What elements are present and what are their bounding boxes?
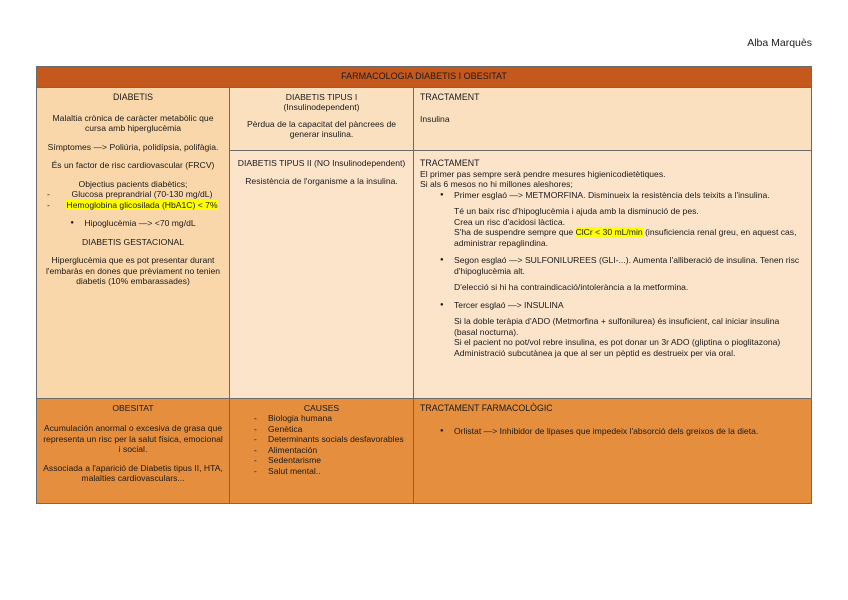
causes-list (236, 413, 407, 476)
cause-item: - Alimentación (250, 445, 407, 455)
type2-intro2: Si als 6 mesos no hi millones aleshores; (420, 179, 573, 190)
type1-title: DIABETIS TIPUS I (285, 92, 358, 102)
step2-note: D'elecció si hi ha contraindicació/intolerància a la metformina. (454, 282, 689, 293)
cause-item: - Determinants socials desfavorables (250, 434, 407, 444)
obesitat-definition: Acumulación anormal o excesiva de grasa que representa un risc per la salut física, emocional i social. (43, 423, 223, 455)
step3-note3: Administració subcutànea ja que al ser un pèptid es destrueix per via oral. (454, 347, 736, 358)
type1-subtitle: (Insulinodependent) (283, 102, 360, 113)
step3-note2: Si el pacient no pot/vol rebre insulina, es pot donar un 3r ADO (gliptina o pioglitazona) (454, 337, 781, 348)
type2-treatment-title: TRACTAMENT (420, 158, 480, 168)
type1-treatment-title: TRACTAMENT (420, 92, 480, 102)
step3-item: ● Tercer esglaó —> INSULINA (420, 300, 805, 310)
step3-note1: Si la doble teràpia d'ADO (Metmorfina + sulfonilurea) és insuficient, cal iniciar insulina (basal nocturna). (454, 316, 780, 337)
objectives-list (43, 189, 223, 210)
type2-title: DIABETIS TIPUS II (NO Insulinodependent) (237, 158, 406, 168)
obesity-treatment-title: TRACTAMENT FARMACOLÒGIC (420, 403, 553, 413)
gestational-text: Hiperglucèmia que es pot presentar durant l'embaràs en dones que prèviament no tenien diabetis (10% embarassades) (45, 255, 221, 287)
orlistat-item: ● Orlistat —> Inhibidor de lipases que impedeix l'absorció dels greixos de la dieta. (420, 426, 805, 436)
type2-description: Resistència de l'organisme a la insulina. (245, 176, 398, 187)
cause-item: - Biologia humana (250, 413, 407, 423)
table-header: FARMACOLOGIA DIABETIS I OBESITAT (37, 67, 812, 88)
type2-intro1: El primer pas sempre serà pendre mesures higienicodietètiques. (420, 168, 666, 179)
cause-item: - Salut mental.. (250, 466, 407, 476)
diabetis-definition: Malaltia crònica de caràcter metabòlic que cursa amb hiperglucèmia (52, 112, 214, 134)
objective-hba1c: - Hemoglobina glicosilada (HbA1C) < 7% (43, 200, 223, 210)
step1-note3: S'ha de suspendre sempre que ClCr < 30 mL/min (insuficiencia renal greu, en aquest cas, administrar repaglindina. (454, 227, 797, 248)
step1-note2: Crea un risc d'acidosi làctica. (454, 216, 566, 227)
step1-item: ● Primer esglaó —> METMORFINA. Disminueix la resistència dels teixits a l'insulina. (420, 190, 805, 200)
type1-treatment-cell (414, 88, 812, 151)
hypoglycemia-item: ● Hipoglucèmia —> <70 mg/dL (70, 218, 195, 228)
diabetis-cell (37, 88, 230, 399)
cause-item: - Sedentarisme (250, 455, 407, 465)
clcr-highlight: ClCr < 30 mL/min (575, 227, 643, 238)
type1-treatment: Insulina (420, 113, 450, 124)
diabetis-symptoms: Símptomes —> Poliúria, polidípsia, polifàgia. (47, 141, 219, 152)
obesitat-title: OBESITAT (112, 403, 154, 413)
obesitat-cell (37, 399, 230, 504)
type2-cell (230, 151, 414, 399)
cause-item: - Genètica (250, 424, 407, 434)
diabetis-risk: És un factor de risc cardiovascular (FRCV) (51, 160, 215, 171)
causes-title: CAUSES (303, 403, 340, 413)
obesitat-association: Associada a l'aparició de Diabetis tipus II, HTA, malalties cardiovasculars... (43, 462, 223, 484)
objectives-title: Objectius pacients diabètics; (78, 178, 188, 189)
objective-glucose: - Glucosa preprandrial (70-130 mg/dL) (43, 189, 223, 199)
causes-cell (230, 399, 414, 504)
author-name: Alba Marquès (747, 37, 812, 49)
obesity-treatment-cell (414, 399, 812, 504)
diabetis-title: DIABETIS (112, 92, 154, 102)
pharmacology-table (36, 66, 812, 504)
type1-cell (230, 88, 414, 151)
gestational-title: DIABETIS GESTACIONAL (81, 236, 185, 247)
step1-note1: Té un baix risc d'hipoglucèmia i ajuda amb la disminució de pes. (454, 206, 699, 217)
step2-item: ● Segon esglaó —> SULFONILUREES (GLI-...). Aumenta l'alliberació de insulina. Tenen risc d'hipoglucèmia alt. (420, 255, 805, 276)
type1-description: Pèrdua de la capacitat del pàncrees de generar insulina. (246, 118, 397, 140)
type2-treatment-cell (414, 151, 812, 399)
